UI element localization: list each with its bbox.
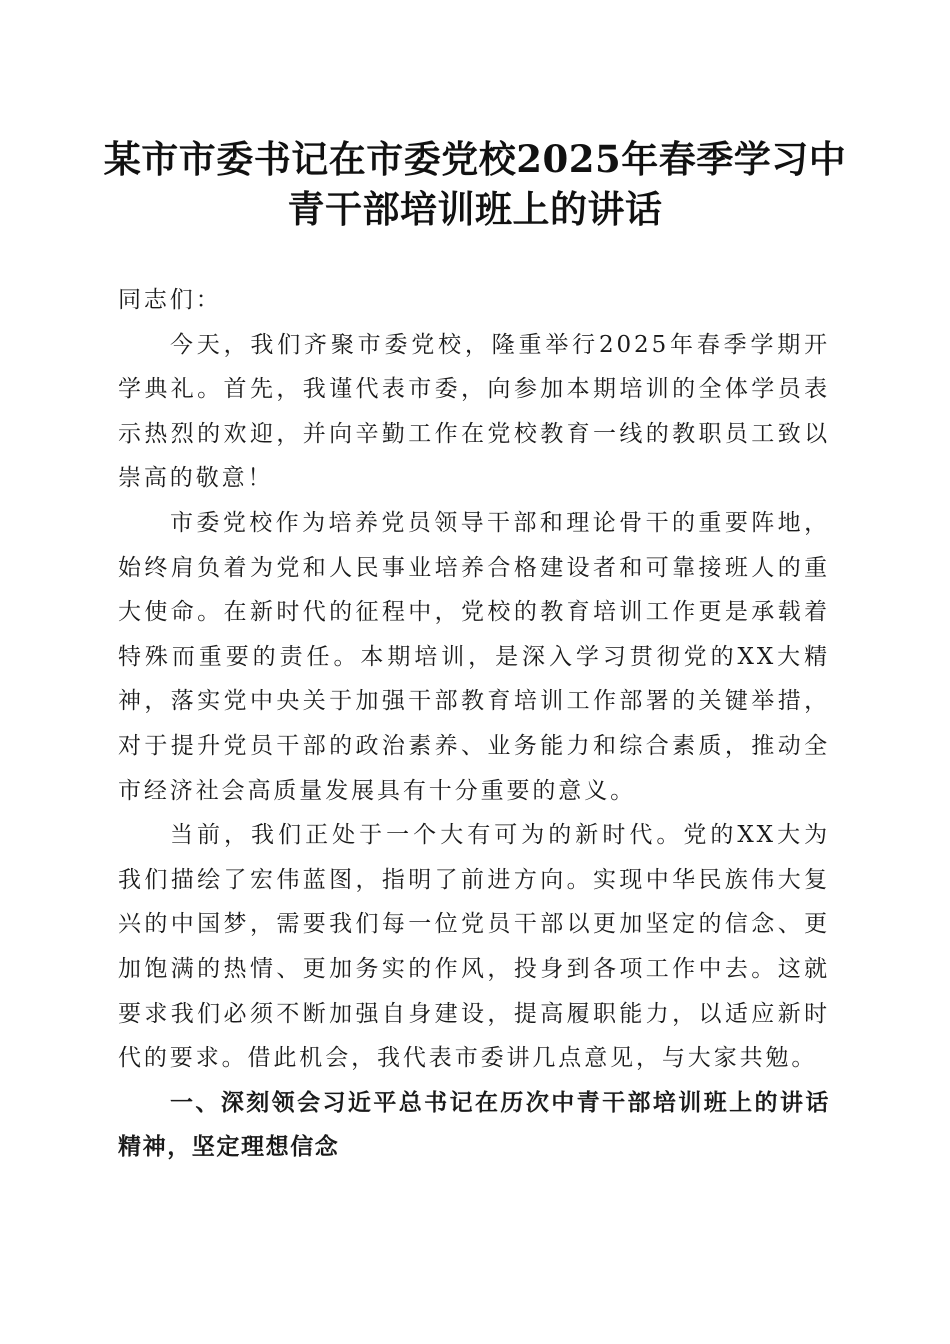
paragraph-party-school-role: 市委党校作为培养党员领导干部和理论骨干的重要阵地，始终肩负着为党和人民事业培养合格建设者和可靠接班人的重大使命。在新时代的征程中，党校的教育培训工作更是承载着特殊而重要的责任。本期培训，是深入学习贯彻党的XX大精神，落实党中央关于加强干部教育培训工作部署的关键举措，对于提升党员干部的政治素养、业务能力和综合素质，推动全市经济社会高质量发展具有十分重要的意义。 [118, 509, 830, 804]
salutation: 同志们： [118, 287, 222, 313]
title-line-2: 青干部培训班上的讲话 [287, 187, 663, 231]
title-line-1: 某市市委书记在市委党校2025年春季学习中 [103, 137, 847, 181]
paragraph-opening: 今天，我们齐聚市委党校，隆重举行2025年春季学期开学典礼。首先，我谨代表市委，向参加本期培训的全体学员表示热烈的欢迎，并向辛勤工作在党校教育一线的教职员工致以崇高的敬意！ [118, 331, 830, 492]
paragraph-new-era: 当前，我们正处于一个大有可为的新时代。党的XX大为我们描绘了宏伟蓝图，指明了前进方向。实现中华民族伟大复兴的中国梦，需要我们每一位党员干部以更加坚定的信念、更加饱满的热情、更加务实的作风，投身到各项工作中去。这就要求我们必须不断加强自身建设，提高履职能力，以适应新时代的要求。借此机会，我代表市委讲几点意见，与大家共勉。 [118, 822, 830, 1072]
speech-body [118, 278, 830, 1170]
page-title [60, 134, 890, 234]
section-heading-1: 一、深刻领会习近平总书记在历次中青干部培训班上的讲话精神，坚定理想信念 [118, 1089, 830, 1161]
